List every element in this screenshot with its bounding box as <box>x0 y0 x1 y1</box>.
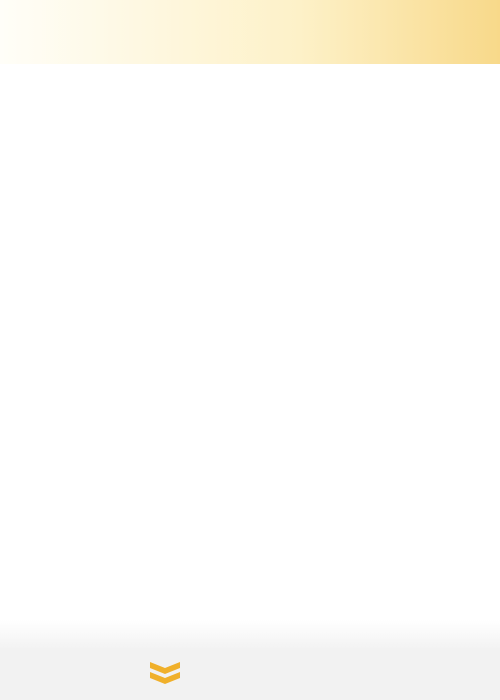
footer-fade <box>0 620 500 650</box>
book-logo-icon <box>148 658 182 690</box>
footer-banner <box>0 650 500 700</box>
page-header <box>0 0 500 64</box>
